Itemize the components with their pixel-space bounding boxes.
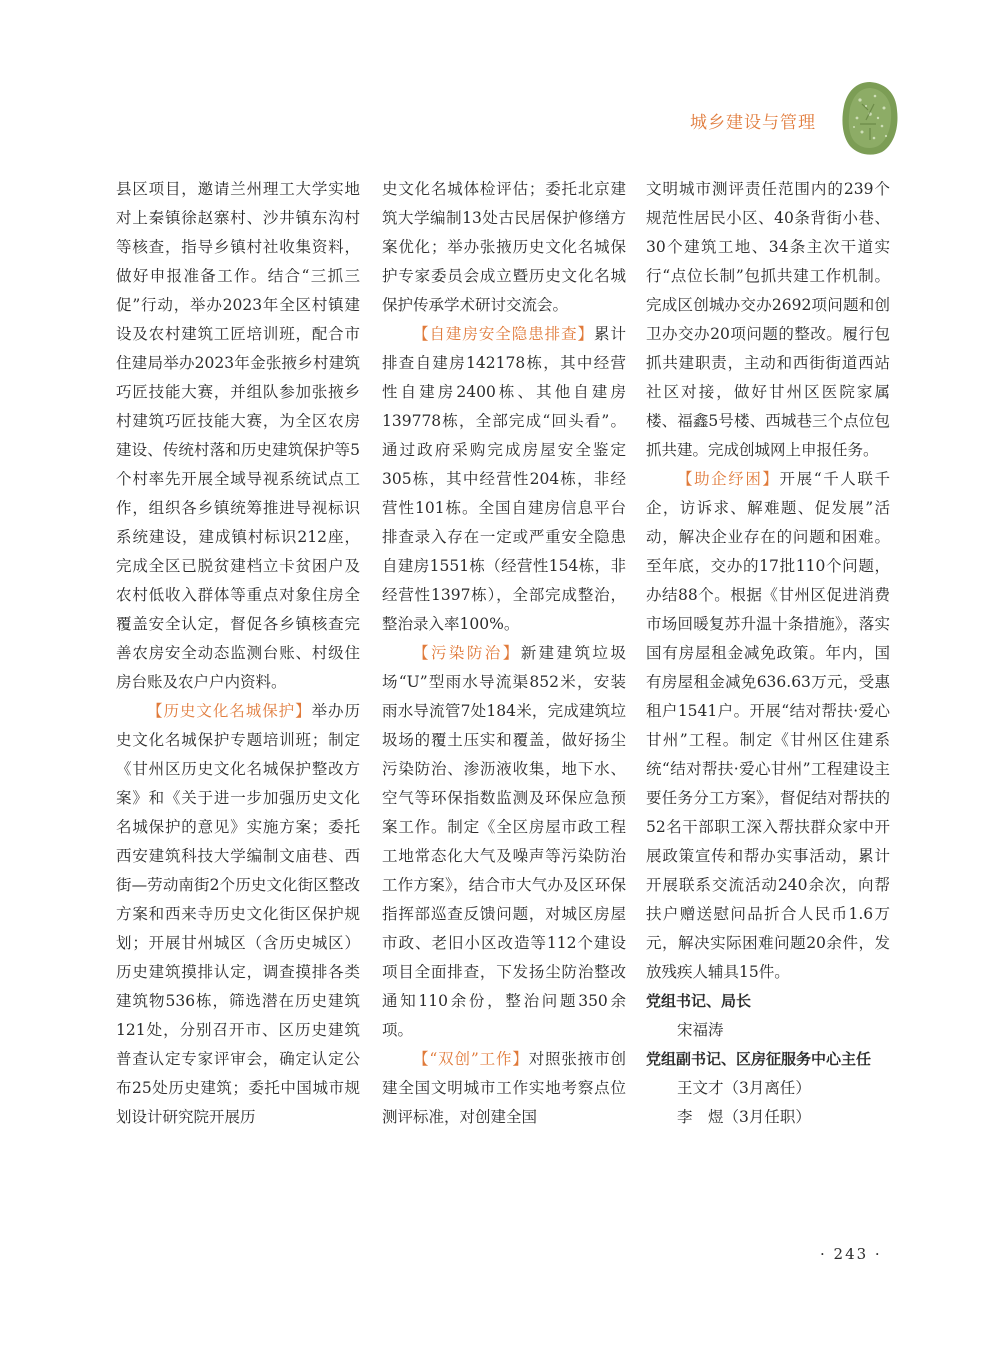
paragraph-self-built-housing (382, 320, 626, 639)
role-title: 党组副书记、区房征服务中心主任 (646, 1050, 872, 1068)
paragraph-body: 新建建筑垃圾场“U”型雨水导流渠852米，安装雨水导流管7处184米，完成建筑垃圾场的覆土压实和覆盖，做好扬尘污染防治、渗沥液收集，地下水、空气等环保指数监测及环保应急预案工作。制定《全区房屋市政工程工地常态化大气及噪声等污染防治工作方案》，结合市大气办及区环保指挥部巡查反馈问题，对城区房屋市政、老旧小区改造等112个建设项目全面排查，下发扬尘防治整改通知110余份，整治问题350余项。 (382, 644, 626, 1039)
paragraph-heritage (116, 697, 360, 1132)
section-title: 城乡建设与管理 (690, 113, 816, 133)
role-title: 党组书记、局长 (646, 992, 752, 1010)
person-name: 宋福涛 (677, 1021, 724, 1039)
decorative-seal-icon (840, 80, 900, 156)
paragraph-enterprise-relief (646, 465, 890, 987)
person-name: 李 煜（3月任职） (677, 1108, 811, 1126)
page-number: · 243 · (820, 1245, 882, 1263)
section-heading-dual-creation: 【“双创”工作】 (413, 1050, 529, 1068)
paragraph-dual-creation (382, 1045, 626, 1132)
text-column-1 (116, 175, 360, 1132)
paragraph: 文明城市测评责任范围内的239个规范性居民小区、40条背街小巷、30个建筑工地、34条主次干道实行“点位长制”包抓共建工作机制。完成区创城办交办2692项问题和创卫办交办20项问题的整改。履行包抓共建职责，主动和西街街道西站社区对接，做好甘州区医院家属楼、福鑫5号楼、西城巷三个点位包抓共建。完成创城网上申报任务。 (646, 180, 890, 459)
paragraph: 县区项目，邀请兰州理工大学实地对上秦镇徐赵寨村、沙井镇东沟村等核查，指导乡镇村社收集资料，做好申报准备工作。结合“三抓三促”行动，举办2023年全区村镇建设及农村建筑工匠培训班，配合市住建局举办2023年金张掖乡村建筑巧匠技能大赛，并组队参加张掖乡村建筑巧匠技能大赛，为全区农房建设、传统村落和历史建筑保护等5个村率先开展全域导视系统试点工作，组织各乡镇统筹推进导视标识系统建设，建成镇村标识212座，完成全区已脱贫建档立卡贫困户及农村低收入群体等重点对象住房全覆盖安全认定，督促各乡镇核查完善农房安全动态监测台账、村级住房台账及农户户内资料。 (116, 180, 360, 691)
section-heading-heritage: 【历史文化名城保护】 (147, 702, 312, 720)
section-heading-enterprise-relief: 【助企纾困】 (677, 470, 780, 488)
paragraph-body: 开展“千人联千企，访诉求、解难题、促发展”活动，解决企业存在的问题和困难。至年底，交办的17批110个问题，办结88个。根据《甘州区促进消费市场回暖复苏升温十条措施》，落实国有房屋租金减免政策。年内，国有房屋租金减免636.63万元，受惠租户1541户。开展“结对帮扶·爱心甘州”工程。制定《甘州区住建系统“结对帮扶·爱心甘州”工程建设主要任务分工方案》，督促结对帮扶的52名干部职工深入帮扶群众家中开展政策宣传和帮办实事活动，累计开展联系交流活动240余次，向帮扶户赠送慰问品折合人民币1.6万元，解决实际困难问题20余件，发放残疾人辅具15件。 (646, 470, 890, 981)
paragraph: 史文化名城体检评估；委托北京建筑大学编制13处古民居保护修缮方案优化；举办张掖历史文化名城保护专家委员会成立暨历史文化名城保护传承学术研讨交流会。 (382, 180, 626, 314)
paragraph-pollution (382, 639, 626, 1045)
person-name: 王文才（3月离任） (677, 1079, 811, 1097)
paragraph-body: 对照张掖市创建全国文明城市工作实地考察点位测评标准，对创建全国 (382, 1050, 626, 1126)
text-column-3 (646, 175, 890, 1132)
section-heading-pollution: 【污染防治】 (413, 644, 521, 662)
text-column-2 (382, 175, 626, 1132)
section-heading-self-built-housing: 【自建房安全隐患排查】 (413, 325, 595, 343)
paragraph-body: 累计排查自建房142178栋，其中经营性自建房2400栋、其他自建房139778栋，全部完成“回头看”。通过政府采购完成房屋安全鉴定305栋，其中经营性204栋，非经营性101栋。全国自建房信息平台排查录入存在一定或严重安全隐患自建房1551栋（经营性154栋，非经营性1397栋），全部完成整治，整治录入率100%。 (382, 325, 626, 633)
paragraph-body: 举办历史文化名城保护专题培训班；制定《甘州区历史文化名城保护整改方案》和《关于进一步加强历史文化名城保护的意见》实施方案；委托西安建筑科技大学编制文庙巷、西街—劳动南街2个历史文化街区整改方案和西来寺历史文化街区保护规划；开展甘州城区（含历史城区）历史建筑摸排认定，调查摸排各类建筑物536栋，筛选潜在历史建筑121处，分别召开市、区历史建筑普查认定专家评审会，确定认定公布25处历史建筑；委托中国城市规划设计研究院开展历 (116, 702, 360, 1126)
